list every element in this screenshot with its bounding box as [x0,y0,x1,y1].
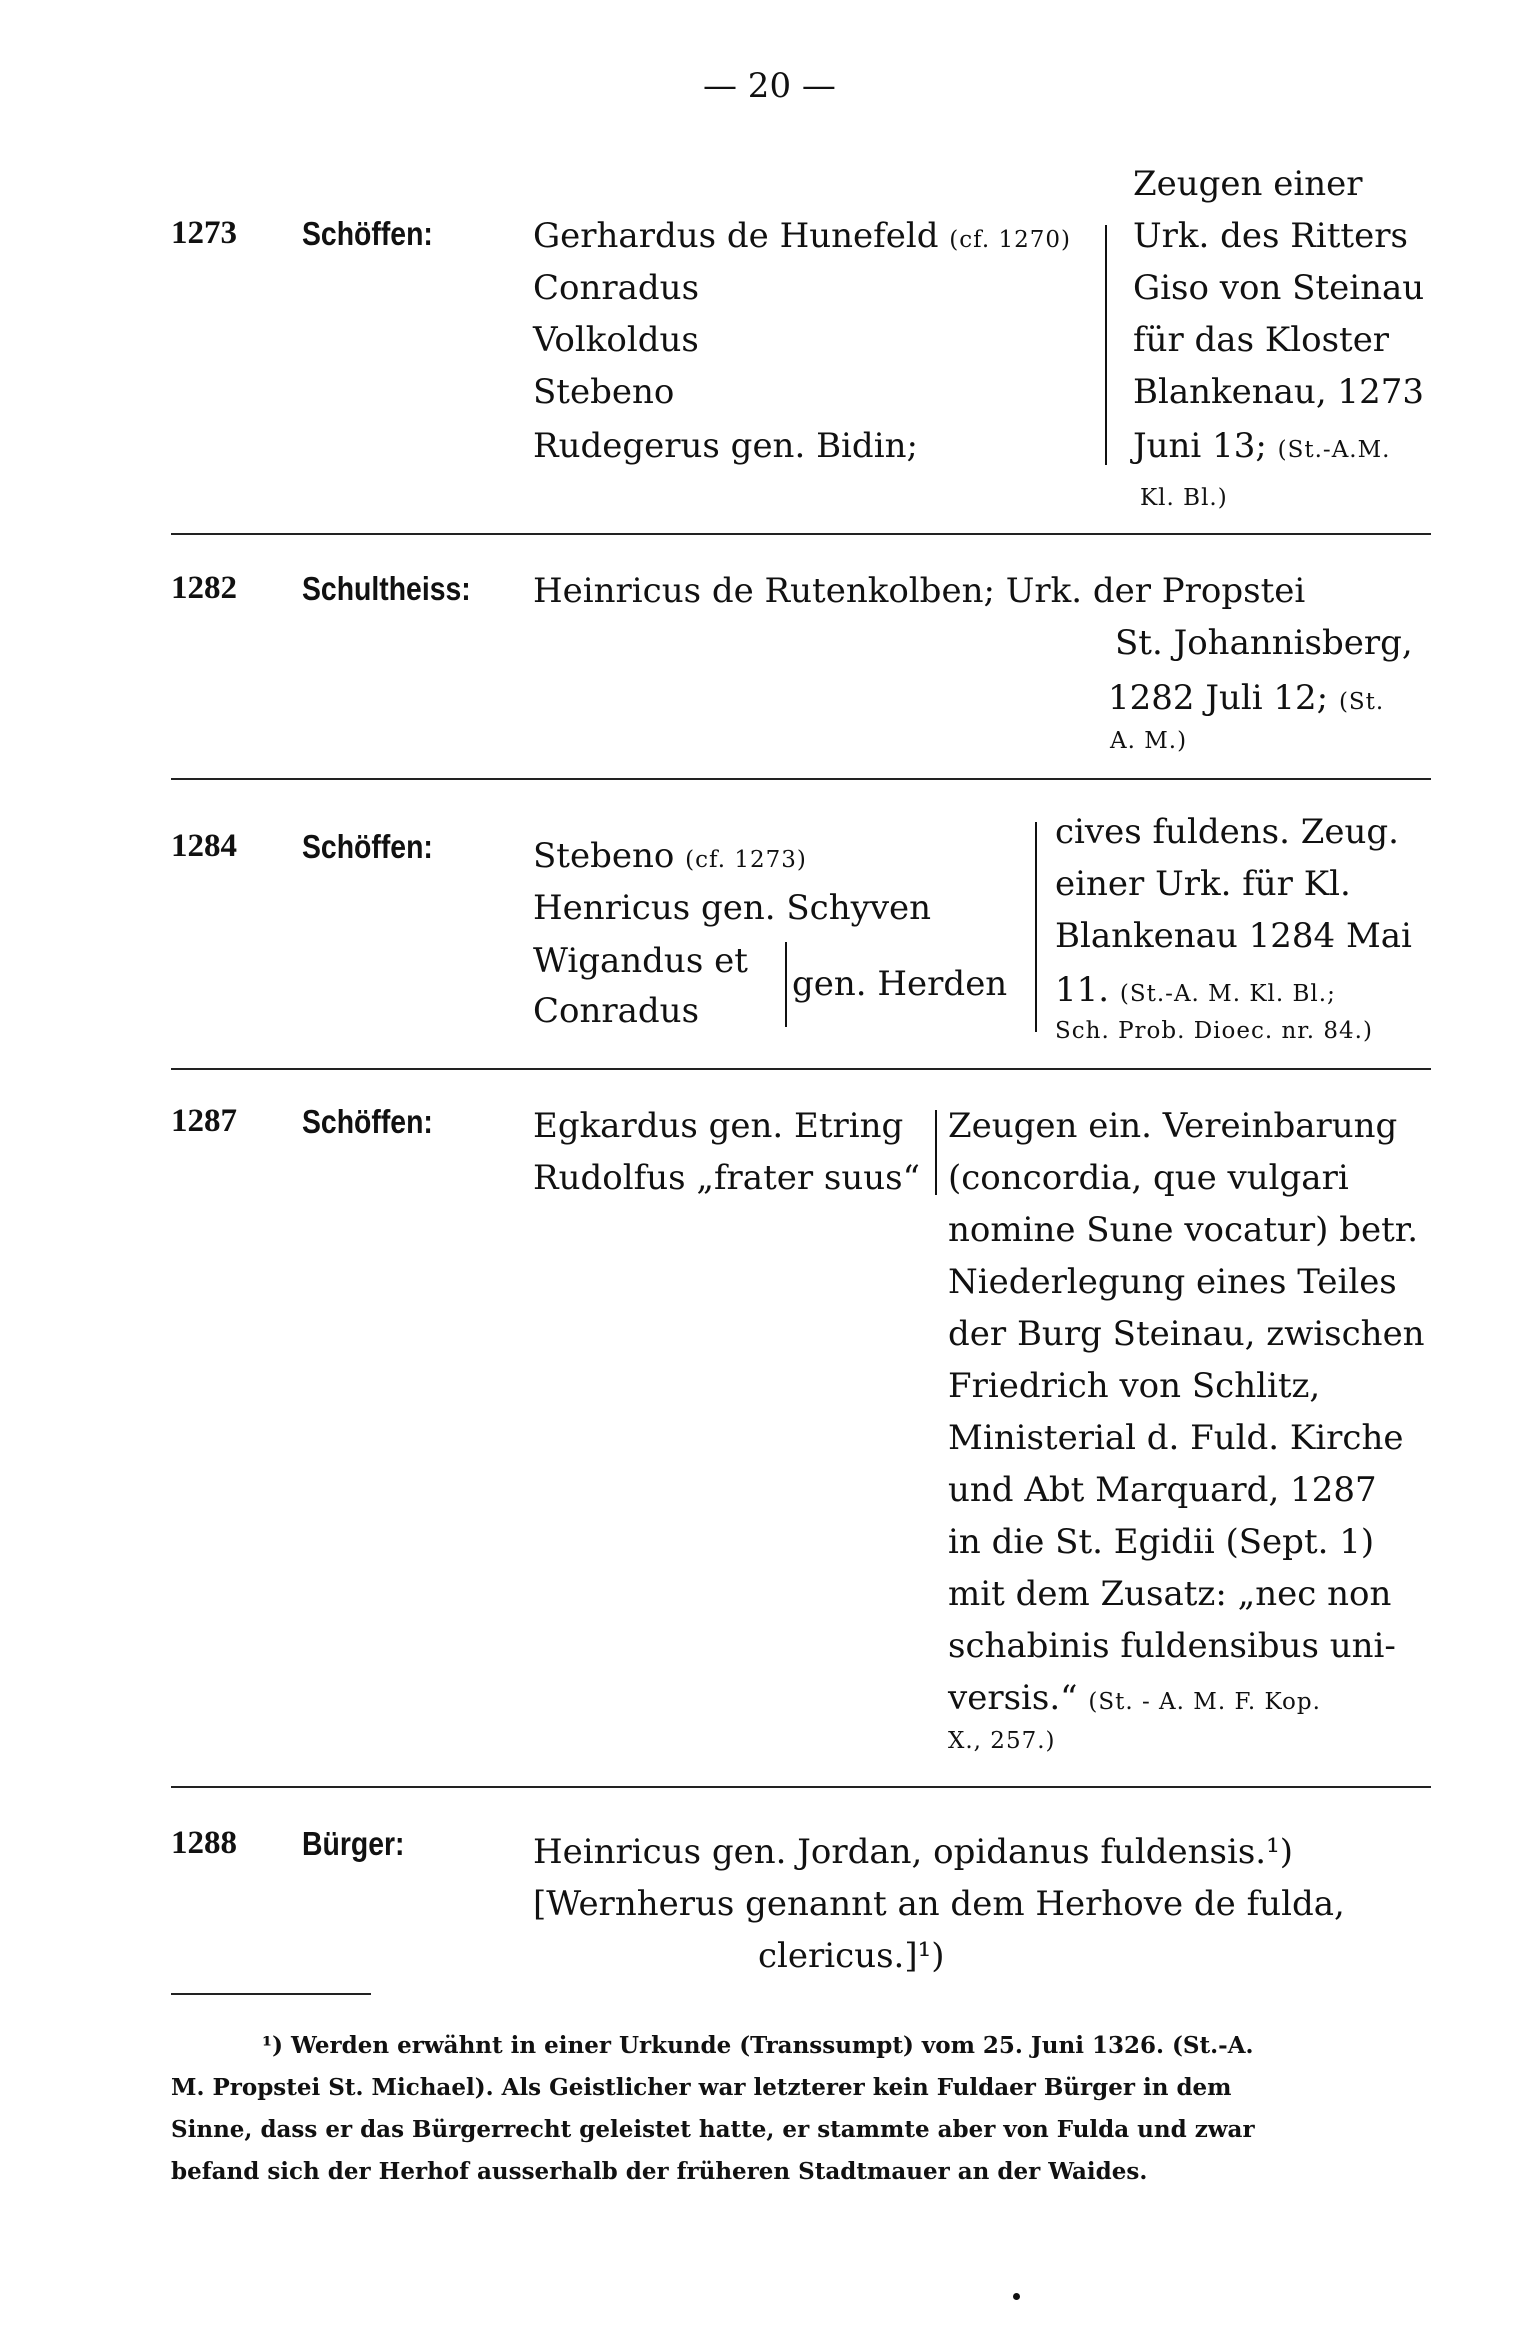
name-line: Henricus gen. Schyven [533,888,932,928]
source-line: cives fuldens. Zeug. [1055,812,1399,852]
divider [171,778,1431,780]
source-line: Niederlegung eines Teiles [948,1262,1397,1302]
name-line: Stebeno (cf. 1273) [533,836,807,876]
footnote-line: befand sich der Herhof ausserhalb der früheren Stadtmauer an der Waides. [171,2158,1148,2185]
footnote-line: M. Propstei St. Michael). Als Geistlicher war letzterer kein Fuldaer Bürger in dem [171,2074,1232,2101]
name-line: Stebeno [533,372,675,412]
name-line: Rudegerus gen. Bidin; [533,426,918,466]
source-line: Giso von Steinau [1133,268,1425,308]
source-line: Blankenau 1284 Mai [1055,916,1412,956]
name-line: Heinricus de Rutenkolben; Urk. der Propstei [533,571,1306,611]
source-line: Friedrich von Schlitz, [948,1366,1321,1406]
source-line: Zeugen ein. Vereinbarung [948,1106,1398,1146]
entry-role: Schöffen: [302,215,433,252]
source-ref: (St.-A. M. Kl. Bl.; [1119,981,1336,1007]
source-ref: (St. - A. M. F. Kop. [1088,1689,1321,1715]
text-line: [Wernherus genannt an dem Herhove de fulda, [533,1884,1345,1924]
source-line: Ministerial d. Fuld. Kirche [948,1418,1404,1458]
source-line: 11. (St.-A. M. Kl. Bl.; [1055,970,1336,1010]
source-line: Juni 13; (St.-A.M. [1133,426,1391,466]
source-ref: A. M.) [1110,728,1188,754]
entry-role: Schultheiss: [302,570,471,607]
brace [1105,225,1107,465]
source-ref: Kl. Bl.) [1140,485,1228,511]
entry-role: Schöffen: [302,1103,433,1140]
source-line: für das Kloster [1133,320,1390,360]
source-line: versis.“ (St. - A. M. F. Kop. [948,1678,1321,1718]
entry-year: 1287 [171,1103,237,1139]
name-note: (cf. 1270) [949,227,1071,253]
footnote-separator [171,1993,371,1995]
brace [785,942,787,1027]
entry-role: Schöffen: [302,828,433,865]
text-line: Heinricus gen. Jordan, opidanus fuldensis.¹) [533,1832,1293,1872]
name-line: Gerhardus de Hunefeld (cf. 1270) [533,216,1071,256]
name-line: Egkardus gen. Etring [533,1106,904,1146]
page-number: — 20 — [703,66,836,106]
source-line: einer Urk. für Kl. [1055,864,1351,904]
source-ref: (St. [1338,689,1385,715]
source-ref: Sch. Prob. Dioec. nr. 84.) [1055,1018,1373,1044]
name-line: Rudolfus „frater suus“ [533,1158,920,1198]
divider [171,533,1431,535]
entry-year: 1282 [171,570,237,606]
source-line: nomine Sune vocatur) betr. [948,1210,1419,1250]
divider [171,1786,1431,1788]
entry-role: Bürger: [302,1825,405,1862]
brace [1035,822,1037,1032]
source-line: Blankenau, 1273 [1133,372,1424,412]
footnote-line: ¹) Werden erwähnt in einer Urkunde (Transsumpt) vom 25. Juni 1326. (St.-A. [262,2032,1254,2059]
source-line: Zeugen einer [1133,164,1363,204]
source-line: schabinis fuldensibus uni- [948,1626,1396,1666]
brace [935,1110,937,1195]
source-line: (concordia, que vulgari [948,1158,1349,1198]
entry-year: 1288 [171,1825,237,1861]
name-line: Wigandus et [533,941,748,981]
name-line: Volkoldus [533,320,699,360]
name-line: Conradus [533,268,700,308]
print-speck [1013,2293,1020,2300]
divider [171,1068,1431,1070]
source-line: in die St. Egidii (Sept. 1) [948,1522,1375,1562]
source-line: St. Johannisberg, [1115,623,1413,663]
name-note: (cf. 1273) [685,847,807,873]
source-line: 1282 Juli 12; (St. [1108,678,1385,718]
footnote-line: Sinne, dass er das Bürgerrecht geleistet hatte, er stammte aber von Fulda und zwar [171,2116,1255,2143]
source-ref: (St.-A.M. [1277,437,1391,463]
source-ref: X., 257.) [948,1728,1056,1754]
source-line: und Abt Marquard, 1287 [948,1470,1377,1510]
entry-year: 1273 [171,215,237,251]
source-line: mit dem Zusatz: „nec non [948,1574,1392,1614]
source-line: Urk. des Ritters [1133,216,1408,256]
entry-year: 1284 [171,828,237,864]
group-label: gen. Herden [792,964,1008,1004]
name-line: Conradus [533,991,700,1031]
text-line: clericus.]¹) [758,1936,945,1976]
source-line: der Burg Steinau, zwischen [948,1314,1425,1354]
